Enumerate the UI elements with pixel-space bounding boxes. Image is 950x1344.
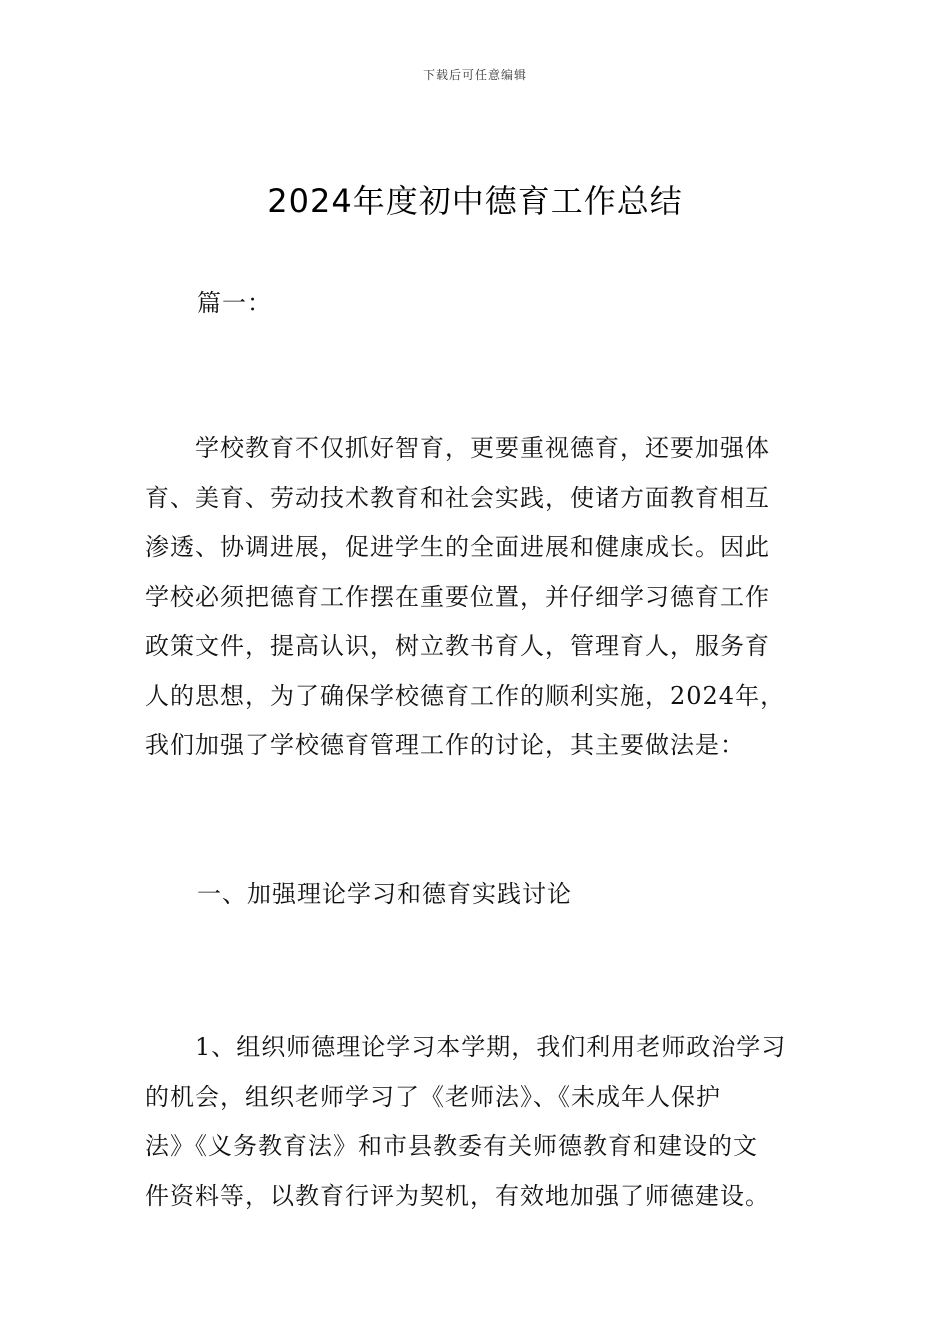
- section-heading: 一、加强理论学习和德育实践讨论: [197, 880, 572, 908]
- paragraph-item-1: [145, 1023, 810, 1221]
- paragraph-line: 的机会，组织老师学习了《老师法》、《未成年人保护: [145, 1082, 721, 1111]
- paragraph-line: 渗透、协调进展，促进学生的全面进展和健康成长。因此: [145, 533, 770, 561]
- section-label: 篇一：: [197, 289, 272, 317]
- paragraph-line: 政策文件，提高认识，树立教书育人，管理育人，服务育: [145, 632, 770, 660]
- paragraph-line: 学校必须把德育工作摆在重要位置，并仔细学习德育工作: [145, 582, 770, 611]
- paragraph-line: 人的思想，为了确保学校德育工作的顺利实施，2024年，: [145, 681, 786, 710]
- paragraph-line: 育、美育、劳动技术教育和社会实践，使诸方面教育相互: [145, 483, 770, 512]
- header-note: 下载后可任意编辑: [422, 68, 527, 82]
- document-title: 2024年度初中德育工作总结: [267, 182, 683, 220]
- paragraph-line: 件资料等，以教育行评为契机，有效地加强了师德建设。: [145, 1181, 770, 1210]
- paragraph-line: 学校教育不仅抓好智育，更要重视德育，还要加强体: [145, 434, 770, 462]
- paragraph-line: 1、组织师德理论学习本学期，我们利用老师政治学习: [145, 1033, 787, 1061]
- paragraph-line: 法》《义务教育法》和市县教委有关师德教育和建设的文: [145, 1132, 758, 1160]
- paragraph-intro: [145, 424, 810, 771]
- paragraph-line: 我们加强了学校德育管理工作的讨论，其主要做法是：: [145, 731, 745, 759]
